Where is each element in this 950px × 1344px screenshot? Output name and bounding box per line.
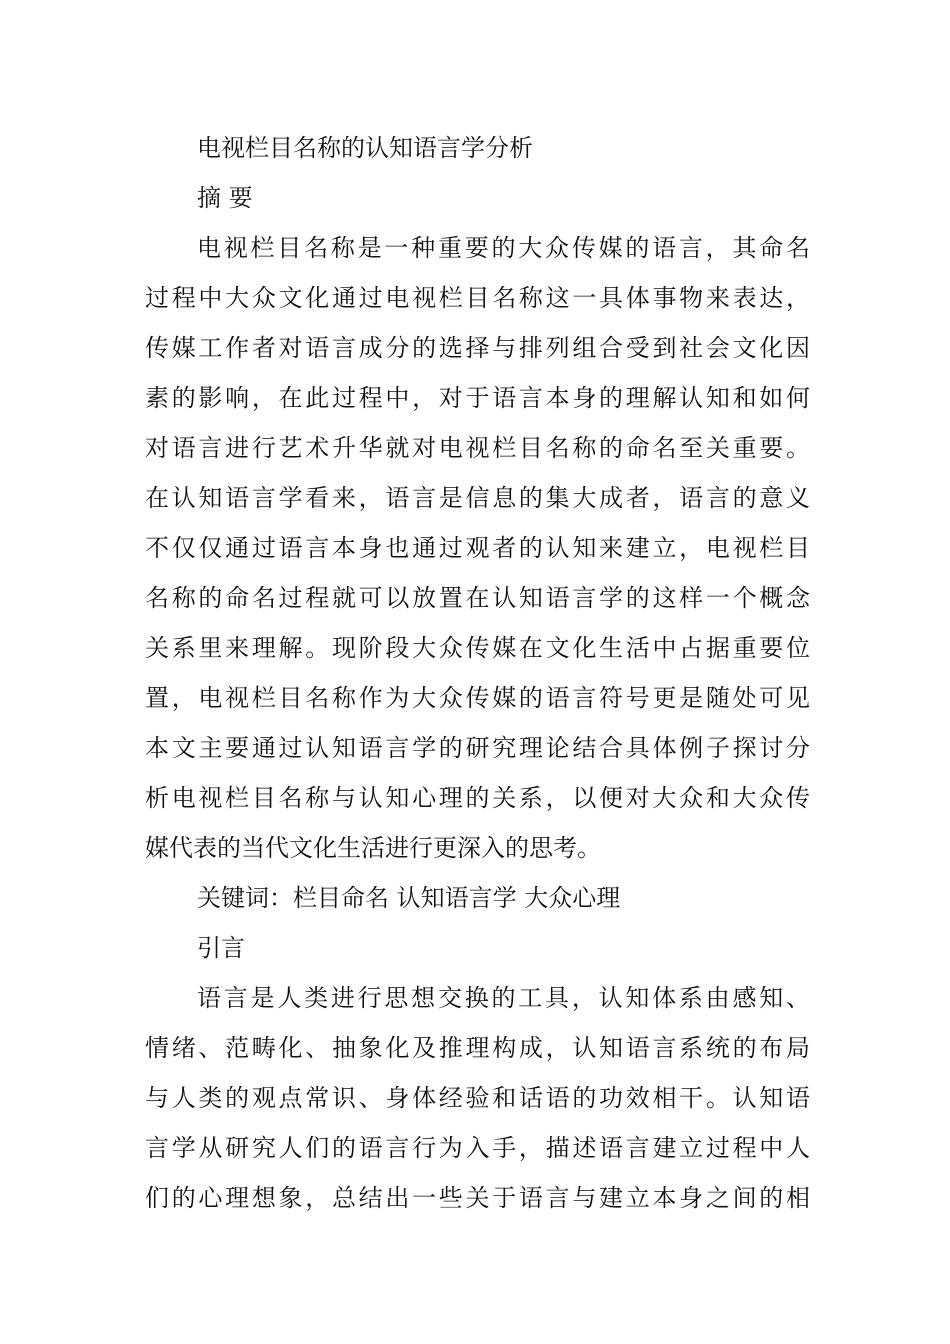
keywords: 关键词：栏目命名 认知语言学 大众心理 <box>197 884 621 912</box>
abstract-line: 过程中大众文化通过电视栏目名称这一具体事物来表达， <box>145 284 810 312</box>
abstract-line: 名称的命名过程就可以放置在认知语言学的这样一个概念 <box>145 584 810 612</box>
abstract-line: 素的影响，在此过程中，对于语言本身的理解认知和如何 <box>145 384 810 412</box>
intro-line: 与人类的观点常识、身体经验和话语的功效相干。认知语 <box>145 1084 810 1112</box>
abstract-line: 在认知语言学看来，语言是信息的集大成者，语言的意义 <box>145 484 810 512</box>
abstract-line: 析电视栏目名称与认知心理的关系，以便对大众和大众传 <box>145 784 810 812</box>
intro-line: 情绪、范畴化、抽象化及推理构成，认知语言系统的布局 <box>145 1034 810 1062</box>
abstract-line: 电视栏目名称是一种重要的大众传媒的语言，其命名 <box>197 234 810 262</box>
abstract-line: 关系里来理解。现阶段大众传媒在文化生活中占据重要位 <box>145 634 810 662</box>
intro-heading: 引言 <box>197 934 245 962</box>
document-title: 电视栏目名称的认知语言学分析 <box>197 134 533 162</box>
abstract-line: 置，电视栏目名称作为大众传媒的语言符号更是随处可见 <box>145 684 810 712</box>
abstract-line: 对语言进行艺术升华就对电视栏目名称的命名至关重要。 <box>145 434 810 462</box>
abstract-line: 传媒工作者对语言成分的选择与排列组合受到社会文化因 <box>145 334 810 362</box>
abstract-line: 不仅仅通过语言本身也通过观者的认知来建立，电视栏目 <box>145 534 810 562</box>
abstract-line: 本文主要通过认知语言学的研究理论结合具体例子探讨分 <box>145 734 810 762</box>
intro-line: 言学从研究人们的语言行为入手，描述语言建立过程中人 <box>145 1134 810 1162</box>
document-body <box>145 123 810 1223</box>
abstract-line-last: 媒代表的当代文化生活进行更深入的思考。 <box>145 834 601 862</box>
intro-line: 语言是人类进行思想交换的工具，认知体系由感知、 <box>197 984 810 1012</box>
abstract-paragraph <box>145 223 810 873</box>
intro-line: 们的心理想象，总结出一些关于语言与建立本身之间的相 <box>145 1184 810 1212</box>
intro-paragraph <box>145 973 810 1223</box>
abstract-heading: 摘 要 <box>197 184 253 212</box>
